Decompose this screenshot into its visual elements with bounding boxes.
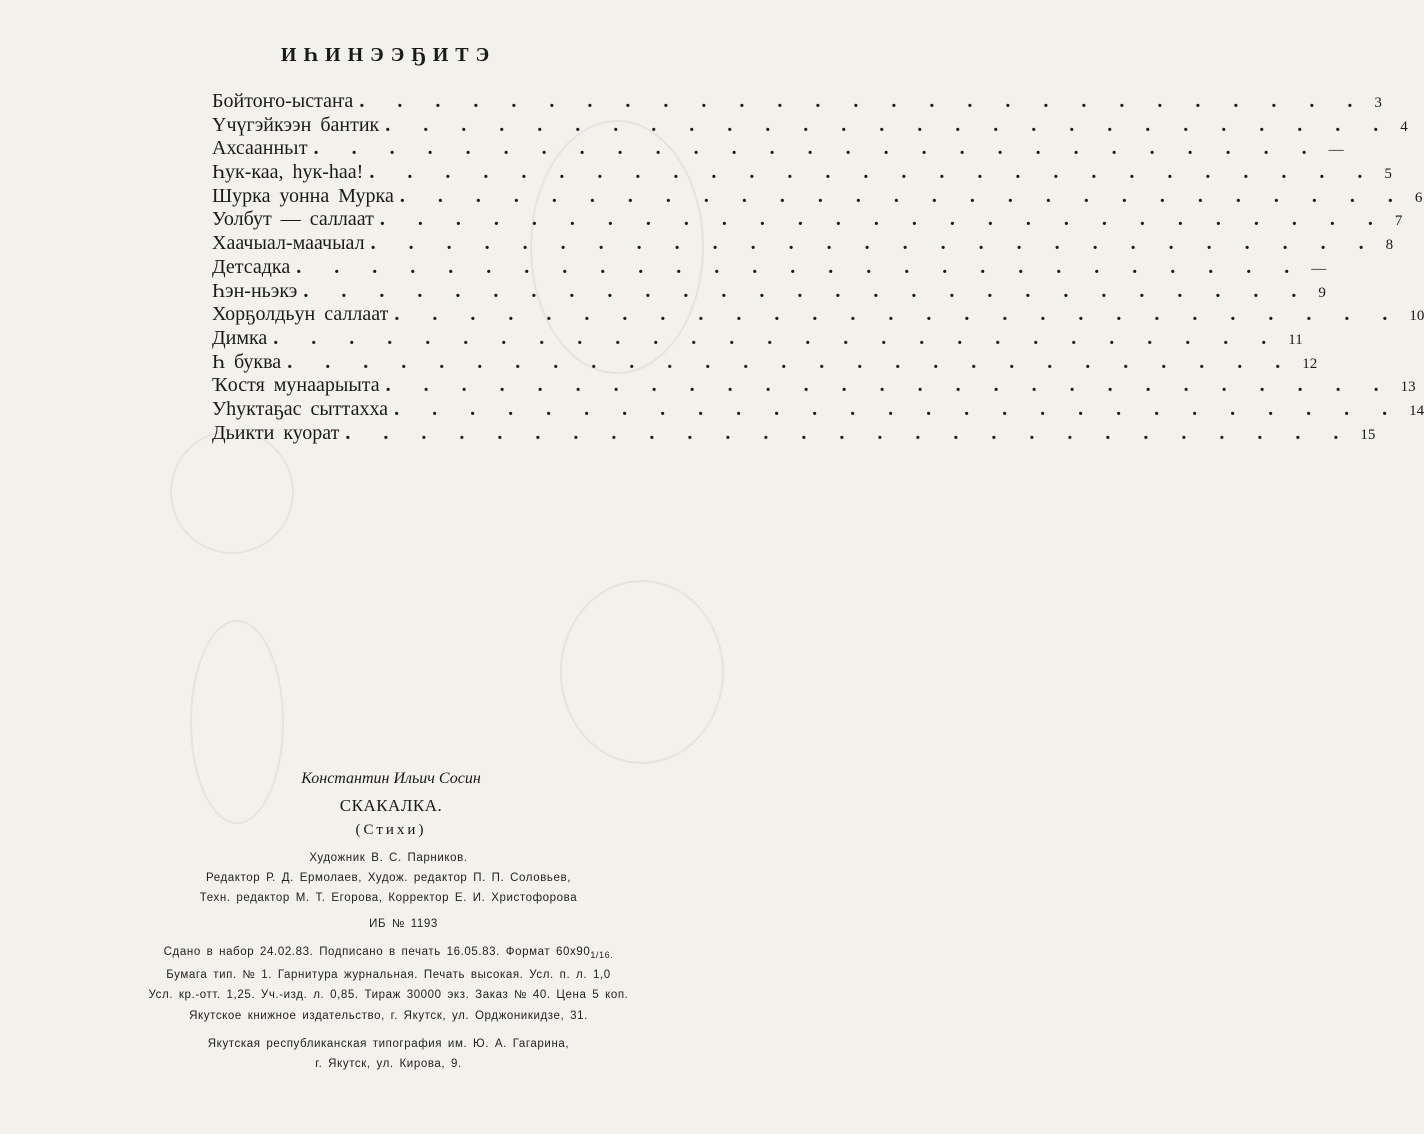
toc-leader-dots: . . . . . . . . . . . . . . . . . . . . . . . . . . . <box>359 90 1367 112</box>
toc-entry <box>212 208 1403 232</box>
toc-leader-dots: . . . . . . . . . . . . . . . . . . . . . . . . . . . <box>370 232 1378 255</box>
toc-entry-page: 4 <box>1400 118 1408 135</box>
toc-entry <box>212 279 1326 304</box>
toc-entry-title: Шурка уонна Мурка <box>212 184 394 207</box>
printer-line: г. Якутск, ул. Кирова, 9. <box>315 1058 462 1070</box>
toc-entry-title: Димка <box>212 326 268 349</box>
tech-line: Сдано в набор 24.02.83. Подписано в печать 16.05.83. Формат $60х90_{1/16.}$ <box>163 946 614 960</box>
toc-entry <box>212 184 1423 209</box>
toc-entry <box>212 113 1408 138</box>
toc-entry <box>212 326 1303 351</box>
toc-entry-title: Хаачыал-маачыал <box>212 232 365 255</box>
table-of-contents <box>212 90 1424 445</box>
toc-entry-title: Ахсаанньıт <box>212 137 308 160</box>
ib-number: ИБ № 1193 <box>369 918 438 930</box>
toc-entry-page: 7 <box>1394 213 1403 230</box>
toc-entry <box>212 374 1416 398</box>
toc-leader-dots: . . . . . . . . . . . . . . . . . . . . . . . . . . . <box>345 421 1353 444</box>
toc-entry <box>212 90 1382 114</box>
toc-entry-page: 13 <box>1400 379 1416 396</box>
toc-entry <box>212 232 1394 256</box>
credits-block <box>0 848 737 908</box>
credit-line: Художник В. С. Парников. <box>309 852 468 864</box>
toc-leader-dots: . . . . . . . . . . . . . . . . . . . . . . . . . . . <box>287 350 1295 373</box>
toc-entry-title: Хорҕолдьун саллаат <box>212 303 389 326</box>
credit-line: Редактор Р. Д. Ермолаев, Худож. редактор П. П. Соловьев, <box>205 872 572 884</box>
toc-entry-page: 5 <box>1384 166 1392 183</box>
tech-line: Бумага тип. № 1. Гарнитура журнальная. Печать высокая. Усл. п. л. 1,0 <box>166 969 611 981</box>
toc-entry-title: Һ буква <box>212 350 282 373</box>
toc-leader-dots: . . . . . . . . . . . . . . . . . . . . . . . . . . . <box>385 374 1393 397</box>
toc-entry-page: 9 <box>1318 284 1326 301</box>
toc-entry-page: 3 <box>1374 95 1382 111</box>
toc-entry-title: Һэн-ньэкэ <box>212 279 298 302</box>
toc-entry-title: Бойтоҥо-ыстаҥа <box>212 90 354 112</box>
toc-entry-title: Һук-каа, һук-һаа! <box>212 161 364 184</box>
toc-entry-title: Уолбут — саллаат <box>212 208 374 231</box>
toc-leader-dots: . . . . . . . . . . . . . . . . . . . . . . . . . . . <box>369 161 1377 184</box>
toc-entry-title: Үчүгэйкээн бантик <box>212 113 380 136</box>
toc-leader-dots: . . . . . . . . . . . . . . . . . . . . . . . . . . . <box>273 326 1281 349</box>
toc-leader-dots: . . . . . . . . . . . . . . . . . . . . . . . . . . . <box>399 184 1407 207</box>
toc-leader-dots: . . . . . . . . . . . . . . . . . . . . . . . . . . . <box>394 397 1402 420</box>
printer-block <box>0 1034 737 1074</box>
format-fraction: 1/16. <box>590 950 614 960</box>
tech-line: Усл. кр.-отт. 1,25. Уч.-изд. л. 0,85. Тираж 30000 экз. Заказ № 40. Цена 5 коп. <box>148 989 629 1001</box>
toc-entry-page: 6 <box>1414 189 1423 206</box>
toc-leader-dots: . . . . . . . . . . . . . . . . . . . . . . . . . . . <box>296 255 1304 278</box>
toc-leader-dots: . . . . . . . . . . . . . . . . . . . . . . . . . . . <box>303 279 1311 302</box>
toc-entry-title: Детсадка <box>212 255 291 278</box>
toc-entry-page: 11 <box>1288 331 1303 348</box>
toc-entry-title: Дьикти куорат <box>212 421 340 444</box>
toc-entry-page: — <box>1328 142 1344 159</box>
toc-leader-dots: . . . . . . . . . . . . . . . . . . . . . . . . . . . <box>313 137 1321 160</box>
toc-entry <box>212 137 1344 161</box>
toc-entry <box>212 421 1376 446</box>
printer-line: Якутская республиканская типография им. Ю. А. Гагарина, <box>207 1038 570 1050</box>
toc-entry <box>212 303 1424 327</box>
toc-entry-title: Уһуктаҕас сыттахха <box>212 397 389 420</box>
technical-details <box>0 942 737 1005</box>
toc-entry <box>212 255 1327 280</box>
toc-entry <box>212 161 1392 185</box>
toc-heading: ИҺИНЭЭҔИТЭ <box>280 44 497 66</box>
toc-entry-page: 8 <box>1385 237 1394 254</box>
toc-entry-page: — <box>1311 260 1327 277</box>
author-name: Константин Ильич Сосин <box>301 770 481 787</box>
toc-entry <box>212 397 1424 422</box>
publisher-line: Якутское книжное издательство, г. Якутск, ул. Орджоникидзе, 31. <box>189 1010 588 1022</box>
toc-entry-page: 12 <box>1302 355 1318 372</box>
toc-entry-page: 15 <box>1360 426 1376 443</box>
toc-leader-dots: . . . . . . . . . . . . . . . . . . . . . . . . . . . <box>379 208 1387 231</box>
credit-line: Техн. редактор М. Т. Егорова, Корректор Е. И. Христофорова <box>199 892 578 904</box>
toc-leader-dots: . . . . . . . . . . . . . . . . . . . . . . . . . . . <box>394 303 1402 326</box>
toc-entry-title: Ҡостя мунаарыыта <box>212 374 380 397</box>
toc-entry <box>212 350 1318 375</box>
book-genre: (Стихи) <box>355 822 427 838</box>
toc-leader-dots: . . . . . . . . . . . . . . . . . . . . . . . . . . . <box>385 113 1393 136</box>
toc-entry-page: 10 <box>1409 308 1424 325</box>
book-title: СКАКАЛКА. <box>339 796 443 815</box>
toc-entry-page: 14 <box>1409 402 1424 419</box>
